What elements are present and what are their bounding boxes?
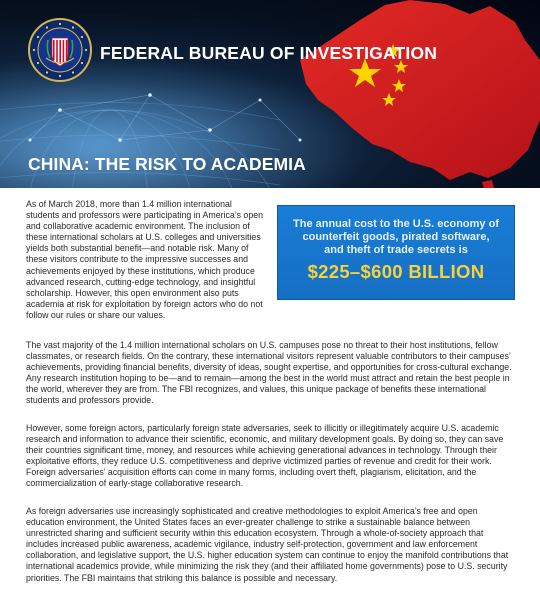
body-paragraph-4: As foreign adversaries use increasingly sophisticated and creative methodologies to exploit America’s free and open education environment, the United States faces an ever-greater challenge to strike a sustainable balance between unrestricted sharing and sufficient security within this education ecosystem. Through a whole-of-society approach that includes increased public awareness, academic vigilance, industry self-protection, government and law enforcement collaboration, and legislative support, the U.S. higher education system can continue to enjoy the manifold contributions that international academics provide, while minimizing the risk they (and their affiliated home governments) pose to U.S. security priorities. The FBI maintains that striking this balance is possible and necessary. <box>26 506 509 583</box>
fbi-seal-icon <box>28 18 92 82</box>
agency-name: FEDERAL BUREAU OF INVESTIGATION <box>100 43 438 63</box>
callout-amount: $225–$600 BILLION <box>307 261 485 282</box>
header-banner <box>0 0 540 188</box>
page-title: CHINA: THE RISK TO ACADEMIA <box>28 154 306 174</box>
body-paragraph-3: However, some foreign actors, particularly foreign state adversaries, seek to illicitly or illegitimately acquire U.S. academic research and information to advance their scientific, economic, and military development goals. By doing so, they can save their countries significant time, money, and resources while achieving generational advances in technology. Through their exploitative efforts, they reduce U.S. competitiveness and deprive victimized parties of revenue and credit for their work. Foreign adversaries’ acquisition efforts can come in many forms, including overt theft, plagiarism, elicitation, and the commercialization of early-stage collaborative research. <box>26 423 504 489</box>
intro-paragraph: As of March 2018, more than 1.4 million international students and professors were participating in America’s open and collaborative academic environment. The inclusion of these international scholars at U.S. colleges and universities yields both substantial benefit—and notable risk. Many of these visitors contribute to the impressive successes and achievements enjoyed by these institutions, which produce advanced research, cutting-edge technology, and insightful scholarship. However, this open environment also puts academia at risk for exploitation by foreign actors who do not follow our rules or share our values. <box>26 199 263 320</box>
body-paragraph-2: The vast majority of the 1.4 million international scholars on U.S. campuses pose no threat to their host institutions, fellow classmates, or research fields. On the contrary, these international visitors represent valuable contributors to their campuses’ achievements, providing financial benefits, diversity of ideas, sought expertise, and opportunities for cross-cultural exchange. Any research institution hoping to be—and to remain—among the best in the world must attract and retain the best people in the world, wherever they are from. The FBI recognizes, and values, this unique package of benefits these international students and professors provide. <box>26 340 512 406</box>
cost-callout-box <box>277 205 515 300</box>
callout-text: The annual cost to the U.S. economy of counterfeit goods, pirated software, and theft of trade secrets is <box>293 218 499 256</box>
